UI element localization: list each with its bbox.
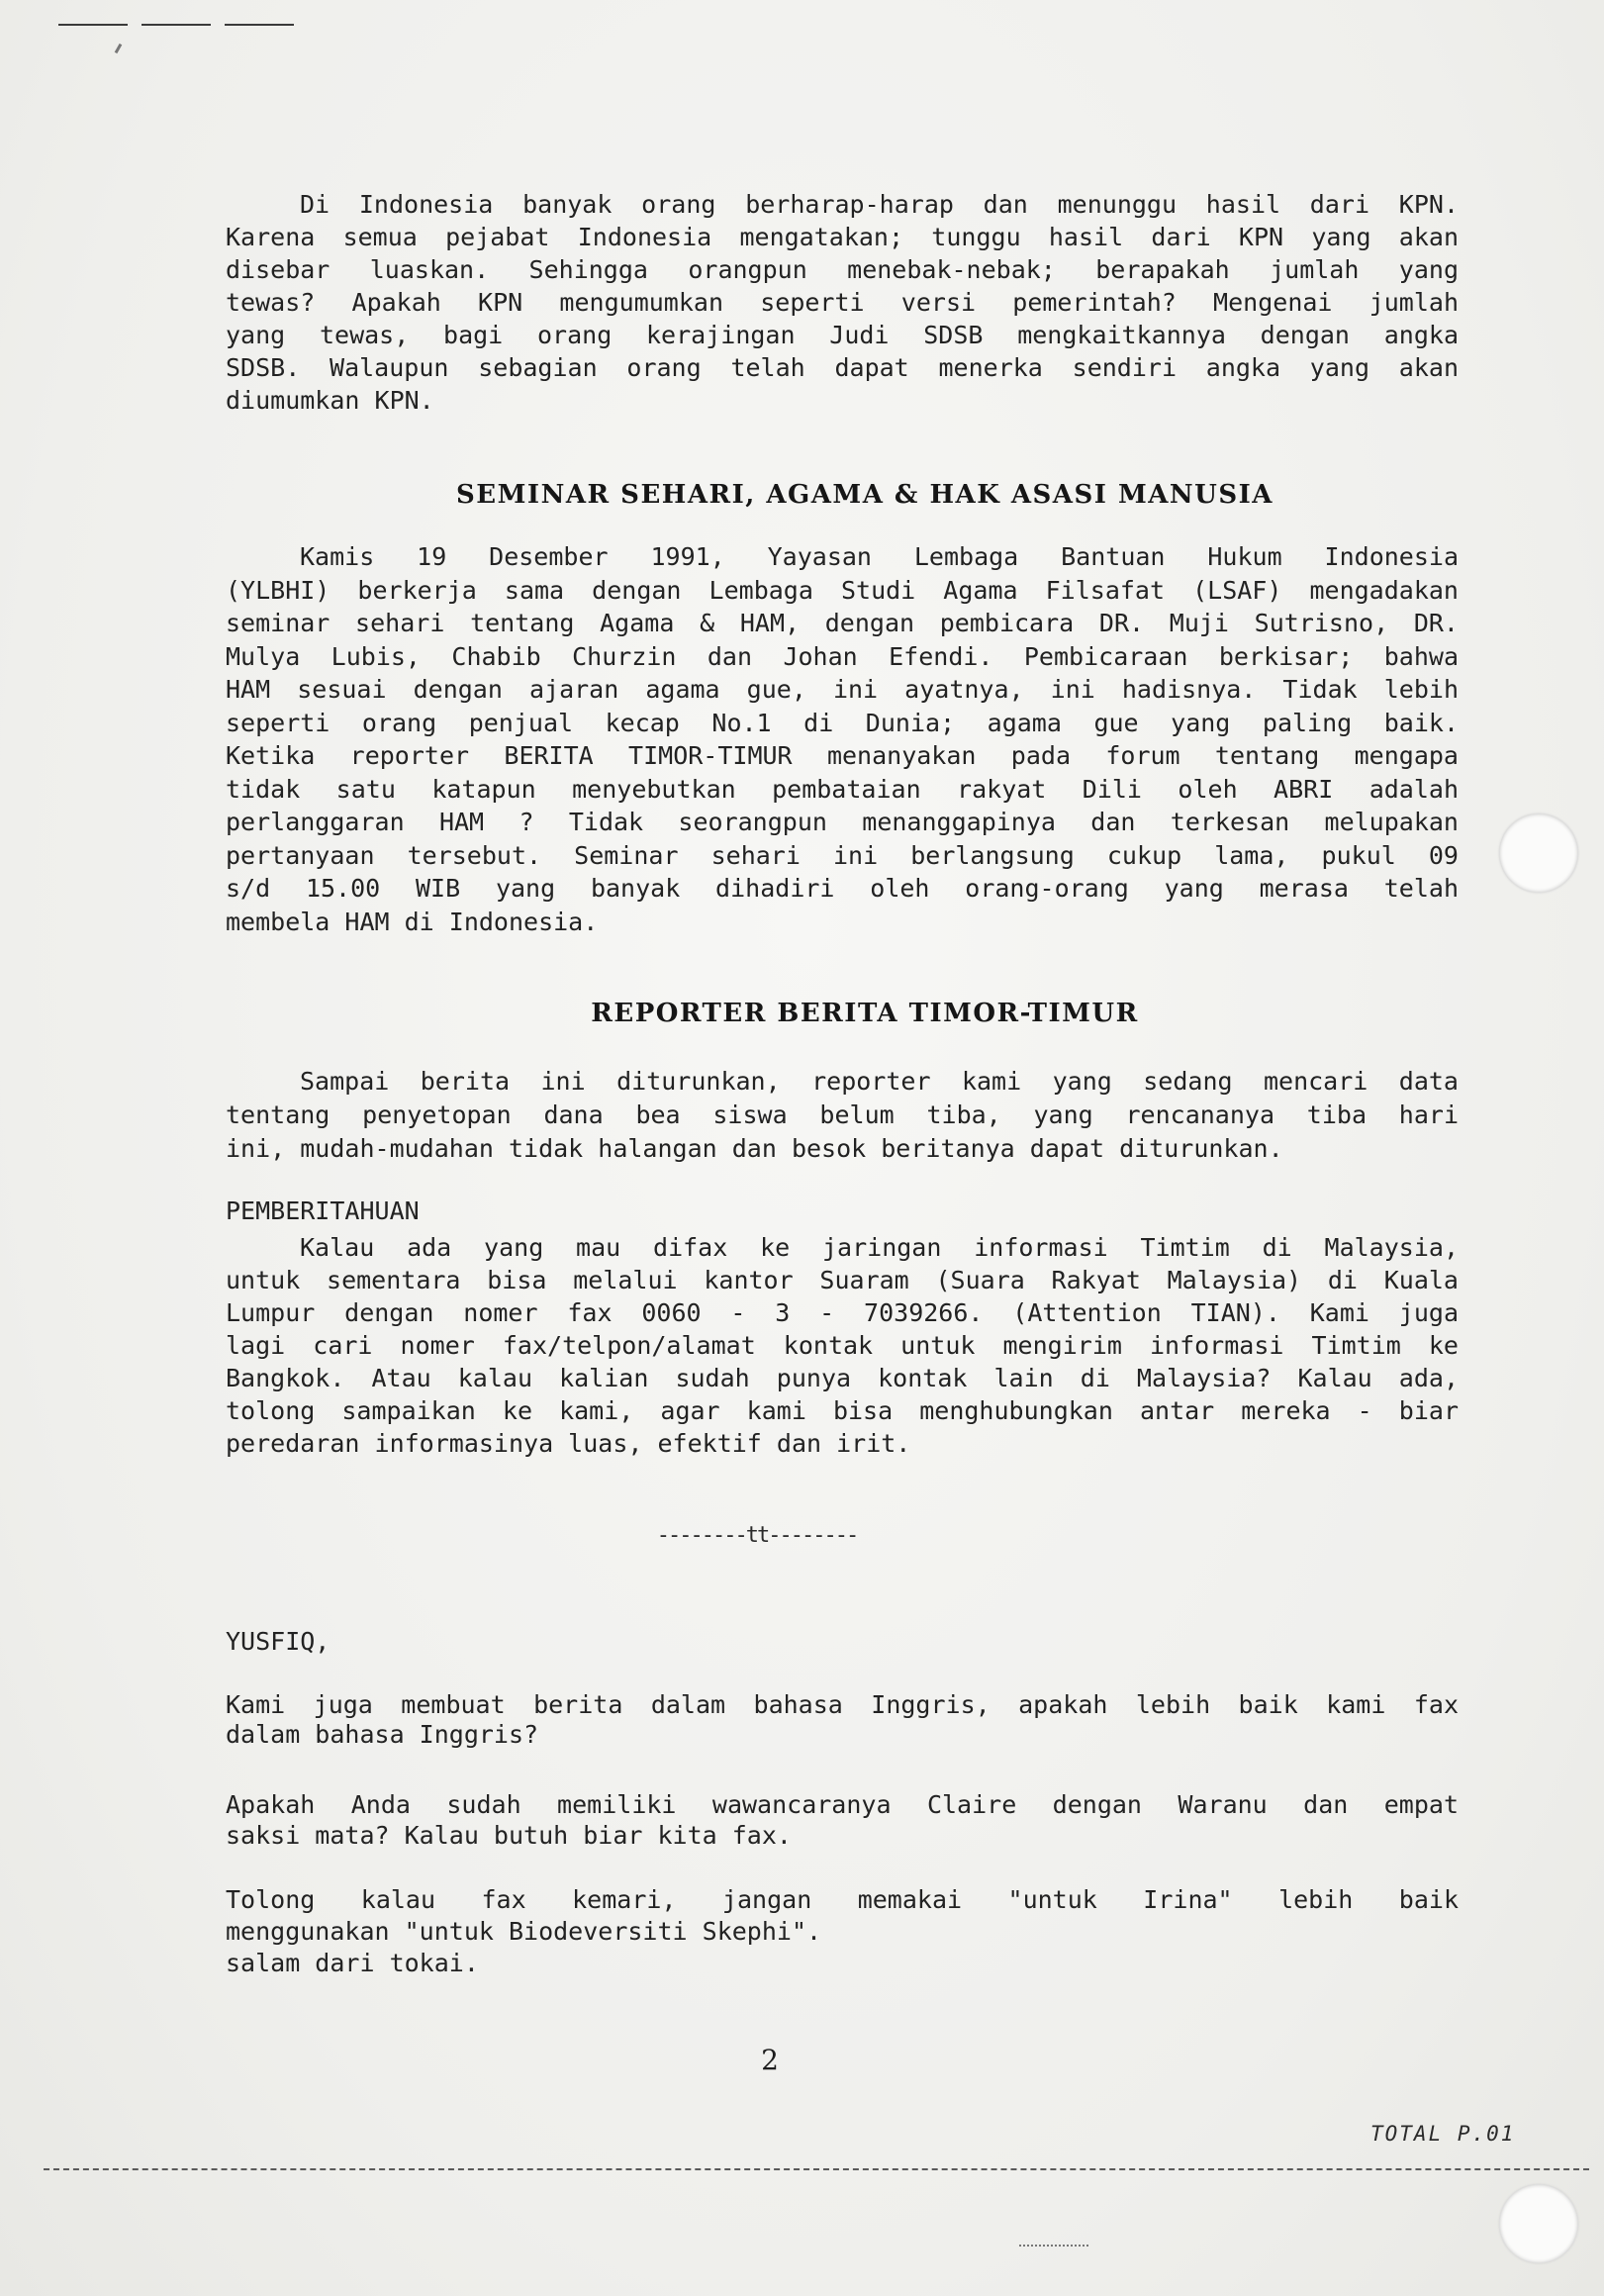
notice-line: peredaran informasinya luas, efektif dan irit. (226, 1429, 911, 1458)
letter-paragraph-2 (226, 1789, 1459, 1851)
seminar-line: Ketika reporter BERITA TIMOR-TIMUR menanyakan pada forum tentang mengapa (226, 741, 1459, 770)
letter-line: menggunakan "untuk Biodeversiti Skephi". (226, 1917, 822, 1946)
letter-line: saksi mata? Kalau butuh biar kita fax. (226, 1821, 792, 1850)
intro-line: yang tewas, bagi orang kerajingan Judi SDSB mengkaitkannya dengan angka (226, 321, 1459, 349)
reporter-paragraph (226, 1065, 1459, 1166)
seminar-line: HAM sesuai dengan ajaran agama gue, ini ayatnya, ini hadisnya. Tidak lebih (226, 675, 1459, 704)
seminar-line: s/d 15.00 WIB yang banyak dihadiri oleh orang-orang yang merasa telah (226, 874, 1459, 903)
seminar-line: seminar sehari tentang Agama & HAM, dengan pembicara DR. Muji Sutrisno, DR. (226, 609, 1459, 637)
intro-line: diumumkan KPN. (226, 386, 434, 415)
intro-line: Di Indonesia banyak orang berharap-harap dan menunggu hasil dari KPN. (300, 190, 1459, 219)
intro-line: Karena semua pejabat Indonesia mengatakan; tunggu hasil dari KPN yang akan (226, 223, 1459, 251)
seminar-line: Kamis 19 Desember 1991, Yayasan Lembaga Bantuan Hukum Indonesia (300, 542, 1459, 571)
seminar-heading: SEMINAR SEHARI, AGAMA & HAK ASASI MANUSIA (456, 480, 1274, 510)
seminar-paragraph (226, 540, 1459, 938)
letter-paragraph-3 (226, 1884, 1459, 1979)
seminar-line: perlanggaran HAM ? Tidak seorangpun menanggapinya dan terkesan melupakan (226, 808, 1459, 836)
notice-label: PEMBERITAHUAN (226, 1196, 420, 1225)
seminar-line: (YLBHI) berkerja sama dengan Lembaga Studi Agama Filsafat (LSAF) mengadakan (226, 575, 1459, 605)
reporter-heading: REPORTER BERITA TIMOR-TIMUR (591, 999, 1139, 1028)
seminar-line: membela HAM di Indonesia. (226, 907, 599, 936)
intro-line: SDSB. Walaupun sebagian orang telah dapat menerka sendiri angka yang akan (226, 353, 1459, 382)
letter-line: Kami juga membuat berita dalam bahasa Inggris, apakah lebih baik kami fax (226, 1690, 1459, 1719)
intro-paragraph (226, 188, 1459, 417)
notice-line: untuk sementara bisa melalui kantor Suaram (Suara Rakyat Malaysia) di Kuala (226, 1266, 1459, 1294)
letter-paragraph-1 (226, 1690, 1459, 1750)
reporter-line: tentang penyetopan dana bea siswa belum tiba, yang rencananya tiba hari (226, 1100, 1459, 1129)
notice-line: Lumpur dengan nomer fax 0060 - 3 - 7039266. (Attention TIAN). Kami juga (226, 1298, 1459, 1327)
letter-line: dalam bahasa Inggris? (226, 1720, 539, 1749)
stray-mark (115, 44, 123, 53)
reporter-line: ini, mudah-mudahan tidak halangan dan besok beritanya dapat diturunkan. (226, 1134, 1283, 1163)
notice-line: lagi cari nomer fax/telpon/alamat kontak untuk mengirim informasi Timtim ke (226, 1331, 1459, 1360)
notice-paragraph (226, 1231, 1459, 1460)
fax-cut-line (44, 2168, 1589, 2170)
letter-line: Tolong kalau fax kemari, jangan memakai "untuk Irina" lebih baik (226, 1885, 1459, 1914)
seminar-line: pertanyaan tersebut. Seminar sehari ini berlangsung cukup lama, pukul 09 (226, 840, 1459, 870)
punch-hole (1499, 2184, 1578, 2263)
fax-edge-rule (58, 24, 299, 26)
notice-line: Kalau ada yang mau difax ke jaringan informasi Timtim di Malaysia, (300, 1233, 1459, 1262)
notice-line: Bangkok. Atau kalau kalian sudah punya kontak lain di Malaysia? Kalau ada, (226, 1364, 1459, 1392)
notice-line: tolong sampaikan ke kami, agar kami bisa menghubungkan antar mereka - biar (226, 1396, 1459, 1425)
intro-line: tewas? Apakah KPN mengumumkan seperti versi pemerintah? Mengenai jumlah (226, 288, 1459, 317)
letter-line: Apakah Anda sudah memiliki wawancaranya Claire dengan Waranu dan empat (226, 1790, 1459, 1819)
punch-hole (1499, 813, 1578, 893)
seminar-line: seperti orang penjual kecap No.1 di Dunia; agama gue yang paling baik. (226, 708, 1459, 737)
reporter-line: Sampai berita ini diturunkan, reporter kami yang sedang mencari data (300, 1067, 1459, 1096)
seminar-line: Mulya Lubis, Chabib Churzin dan Johan Efendi. Pembicaraan berkisar; bahwa (226, 641, 1459, 671)
seminar-line: tidak satu katapun menyebutkan pembataian rakyat Dili oleh ABRI adalah (226, 774, 1459, 804)
section-divider: --------tt-------- (656, 1523, 858, 1548)
intro-line: disebar luaskan. Sehingga orangpun menebak-nebak; berapakah jumlah yang (226, 255, 1459, 284)
letter-line: salam dari tokai. (226, 1949, 479, 1977)
salutation: YUSFIQ, (226, 1627, 330, 1656)
stray-mark (1019, 2245, 1088, 2247)
page-number: 2 (761, 2044, 779, 2076)
fax-page-total: TOTAL P.01 (1370, 2122, 1516, 2146)
